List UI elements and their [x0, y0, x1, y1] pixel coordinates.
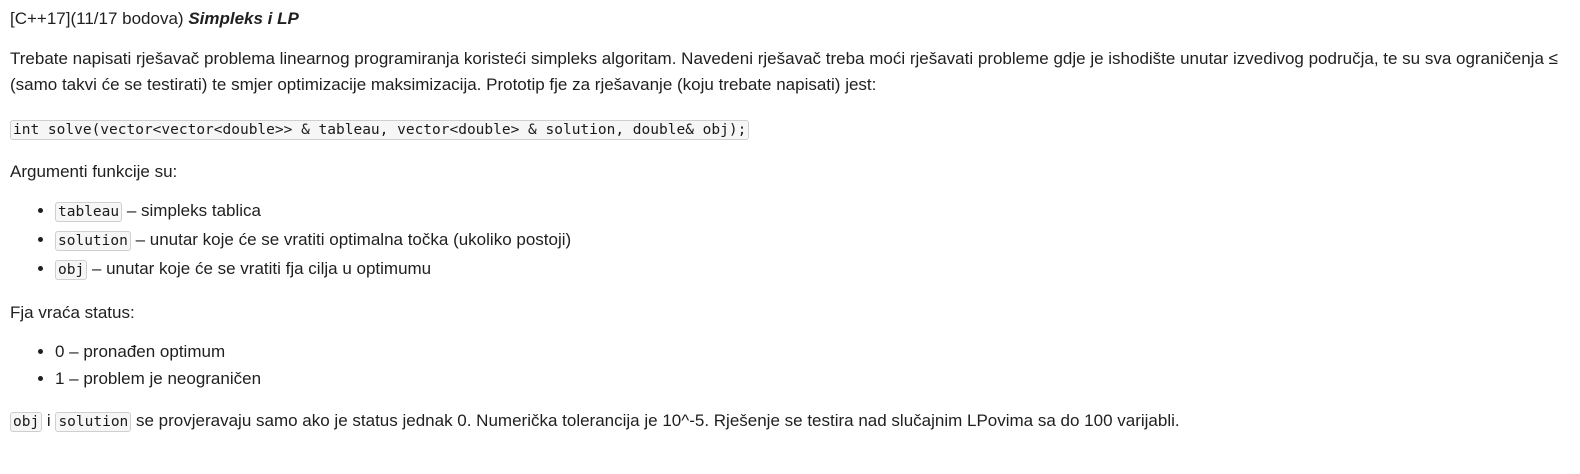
argument-code: tableau	[55, 202, 122, 222]
argument-text: – simpleks tablica	[122, 201, 261, 220]
list-item-status-1: • 1 – problem je neograničen	[55, 365, 1570, 392]
list-item-status-0: • 0 – pronađen optimum	[55, 338, 1570, 365]
task-description: Trebate napisati rješavač problema linearnog programiranja koristeći simpleks algoritam. Navedeni rješavač treba moći rješavati probleme gdje je ishodište unutar izvedivog područja, te su sva ograničenja ≤ (samo takvi će se testirati) te smjer optimizacije maksimizacija. Prototip fje za rješavanje (koju trebate napisati) jest:	[10, 49, 1558, 94]
arguments-heading: Argumenti funkcije su:	[10, 162, 178, 181]
list-item-argument-tableau	[55, 197, 1570, 226]
task-title-prefix: [C++17](11/17 bodova)	[10, 9, 189, 28]
footer-note	[10, 408, 1570, 435]
function-prototype: int solve(vector<vector<double>> & tableau, vector<double> & solution, double& obj);	[10, 120, 749, 140]
status-list	[10, 338, 1570, 392]
footer-join: i	[42, 411, 56, 430]
status-heading: Fja vraća status:	[10, 303, 135, 322]
argument-code: obj	[55, 260, 87, 280]
footer-text: se provjeravaju samo ako je status jednak 0. Numerička tolerancija je 10^-5. Rješenje se testira nad slučajnim LPovima sa do 100 varijabli.	[131, 411, 1180, 430]
argument-text: – unutar koje će se vratiti optimalna točka (ukoliko postoji)	[130, 230, 572, 249]
list-item-argument-obj	[55, 255, 1570, 284]
list-item-argument-solution	[55, 226, 1570, 255]
footer-code-solution: solution	[55, 412, 131, 432]
argument-code: solution	[55, 231, 131, 251]
function-prototype-line	[10, 116, 1570, 143]
task-title-name: Simpleks i LP	[188, 9, 299, 28]
footer-code-obj: obj	[10, 412, 42, 432]
arguments-list	[10, 197, 1570, 284]
argument-text: – unutar koje će se vratiti fja cilja u optimumu	[87, 259, 432, 278]
task-title	[10, 6, 1570, 32]
